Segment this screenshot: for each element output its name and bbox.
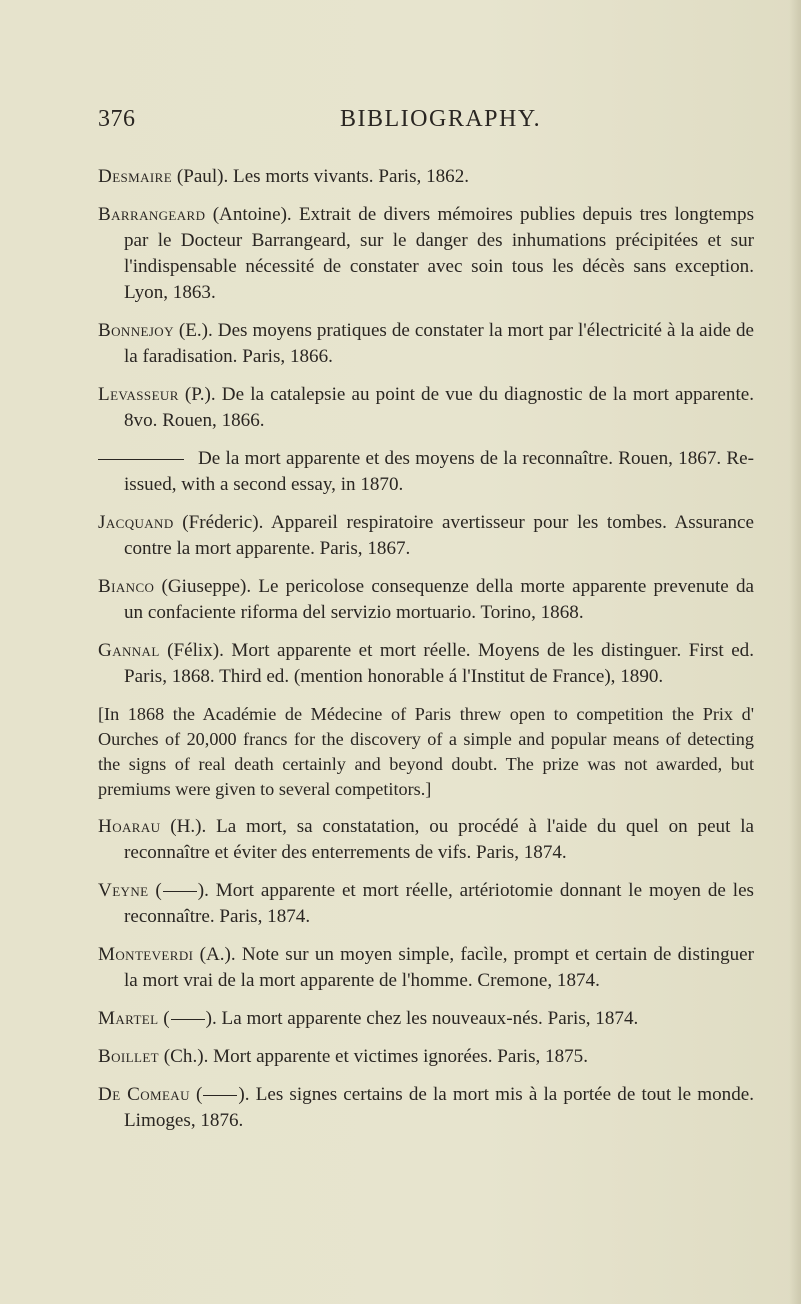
- entry-text: (A.). Note sur un moyen simple, facìle, prompt et certain de distinguer la mort vrai de la mort apparente de l'homme. Cremone, 1874.: [124, 944, 754, 991]
- running-title: BIBLIOGRAPHY.: [340, 106, 542, 132]
- bibliography-note: [In 1868 the Académie de Médecine of Paris threw open to competition the Prix d' Ourches of 20,000 francs for the discovery of a simple and popular means of detecting the signs of real death certainly and beyond doubt. The prize was not awarded, but premiums were given to several competitors.]: [98, 704, 754, 799]
- entry-text-pre: (: [158, 1008, 170, 1029]
- bibliography-entry: [98, 574, 754, 626]
- entry-text: De la mort apparente et des moyens de la reconnaître. Rouen, 1867. Re-issued, with a second essay, in 1870.: [124, 448, 754, 495]
- entry-author: Martel: [98, 1008, 159, 1029]
- bibliography-entry: [98, 814, 754, 866]
- entry-author: Veyne: [98, 880, 149, 901]
- bibliography-entry: [98, 1044, 754, 1070]
- entry-text: (E.). Des moyens pratiques de constater la mort par l'électricité à la aide de la faradisation. Paris, 1866.: [124, 320, 754, 367]
- entry-author: Boillet: [98, 1046, 160, 1067]
- entry-author: Jacquand: [98, 512, 174, 533]
- bibliography-entry: [98, 382, 754, 434]
- entry-author: Hoarau: [98, 816, 161, 837]
- bibliography-entry: [98, 318, 754, 370]
- bibliography-entry: [98, 1082, 754, 1134]
- entry-author: Monteverdi: [98, 944, 194, 965]
- bibliography-entry: [98, 878, 754, 930]
- bibliography-entry: [98, 1006, 754, 1032]
- entry-author: Bianco: [98, 576, 155, 597]
- entry-text: (Antoine). Extrait de divers mémoires publies depuis tres longtemps par le Docteur Barrangeard, sur le danger des inhumations précipitées et sur l'indispensable nécessité de constater avec soin tous les décès sans exception. Lyon, 1863.: [124, 204, 754, 303]
- entry-author: De Comeau: [98, 1084, 190, 1105]
- entry-text: (Giuseppe). Le pericolose consequenze della morte apparente prevenute da un confaciente riforma del servizio mortuario. Torino, 1868.: [124, 576, 754, 623]
- bibliography-entry: [98, 446, 754, 498]
- entry-author: Desmaire: [98, 166, 173, 187]
- entry-author: Gannal: [98, 640, 160, 661]
- page-header: [98, 106, 738, 136]
- entry-text-pre: (: [148, 880, 162, 901]
- entry-text: (Félix). Mort apparente et mort réelle. Moyens de les distinguer. First ed. Paris, 1868. Third ed. (mention honorable á l'Institut de France), 1890.: [124, 640, 754, 687]
- entry-author: Levasseur: [98, 384, 179, 405]
- entry-text: (P.). De la catalepsie au point de vue du diagnostic de la mort apparente. 8vo. Rouen, 1866.: [124, 384, 754, 431]
- bibliography-entry: [98, 202, 754, 306]
- bibliography-entry: [98, 510, 754, 562]
- entry-text: (H.). La mort, sa constatation, ou procédé à l'aide du quel on peut la reconnaître et éviter des enterrements de vifs. Paris, 1874.: [124, 816, 754, 863]
- blank-rule: [171, 1019, 205, 1020]
- entry-text: ). La mort apparente chez les nouveaux-nés. Paris, 1874.: [205, 1008, 639, 1029]
- entry-text-pre: (: [189, 1084, 203, 1105]
- page-number: 376: [98, 106, 136, 132]
- bibliography-list: [98, 164, 754, 1146]
- page-edge-shadow: [789, 0, 801, 1304]
- entry-author: Bonnejoy: [98, 320, 174, 341]
- entry-text: (Fréderic). Appareil respiratoire avertisseur pour les tombes. Assurance contre la mort apparente. Paris, 1867.: [124, 512, 754, 559]
- entry-text: (Ch.). Mort apparente et victimes ignorées. Paris, 1875.: [159, 1046, 589, 1067]
- entry-text: (Paul). Les morts vivants. Paris, 1862.: [172, 166, 470, 187]
- blank-rule: [163, 891, 197, 892]
- entry-text: ). Les signes certains de la mort mis à la portée de tout le monde. Limoges, 1876.: [124, 1084, 754, 1131]
- bibliography-entry: [98, 164, 754, 190]
- bibliography-entry: [98, 638, 754, 690]
- entry-text: ). Mort apparente et mort réelle, artériotomie donnant le moyen de les reconnaître. Paris, 1874.: [124, 880, 754, 927]
- entry-author: Barrangeard: [98, 204, 206, 225]
- ditto-rule: [98, 459, 184, 461]
- blank-rule: [203, 1095, 237, 1096]
- bibliography-entry: [98, 942, 754, 994]
